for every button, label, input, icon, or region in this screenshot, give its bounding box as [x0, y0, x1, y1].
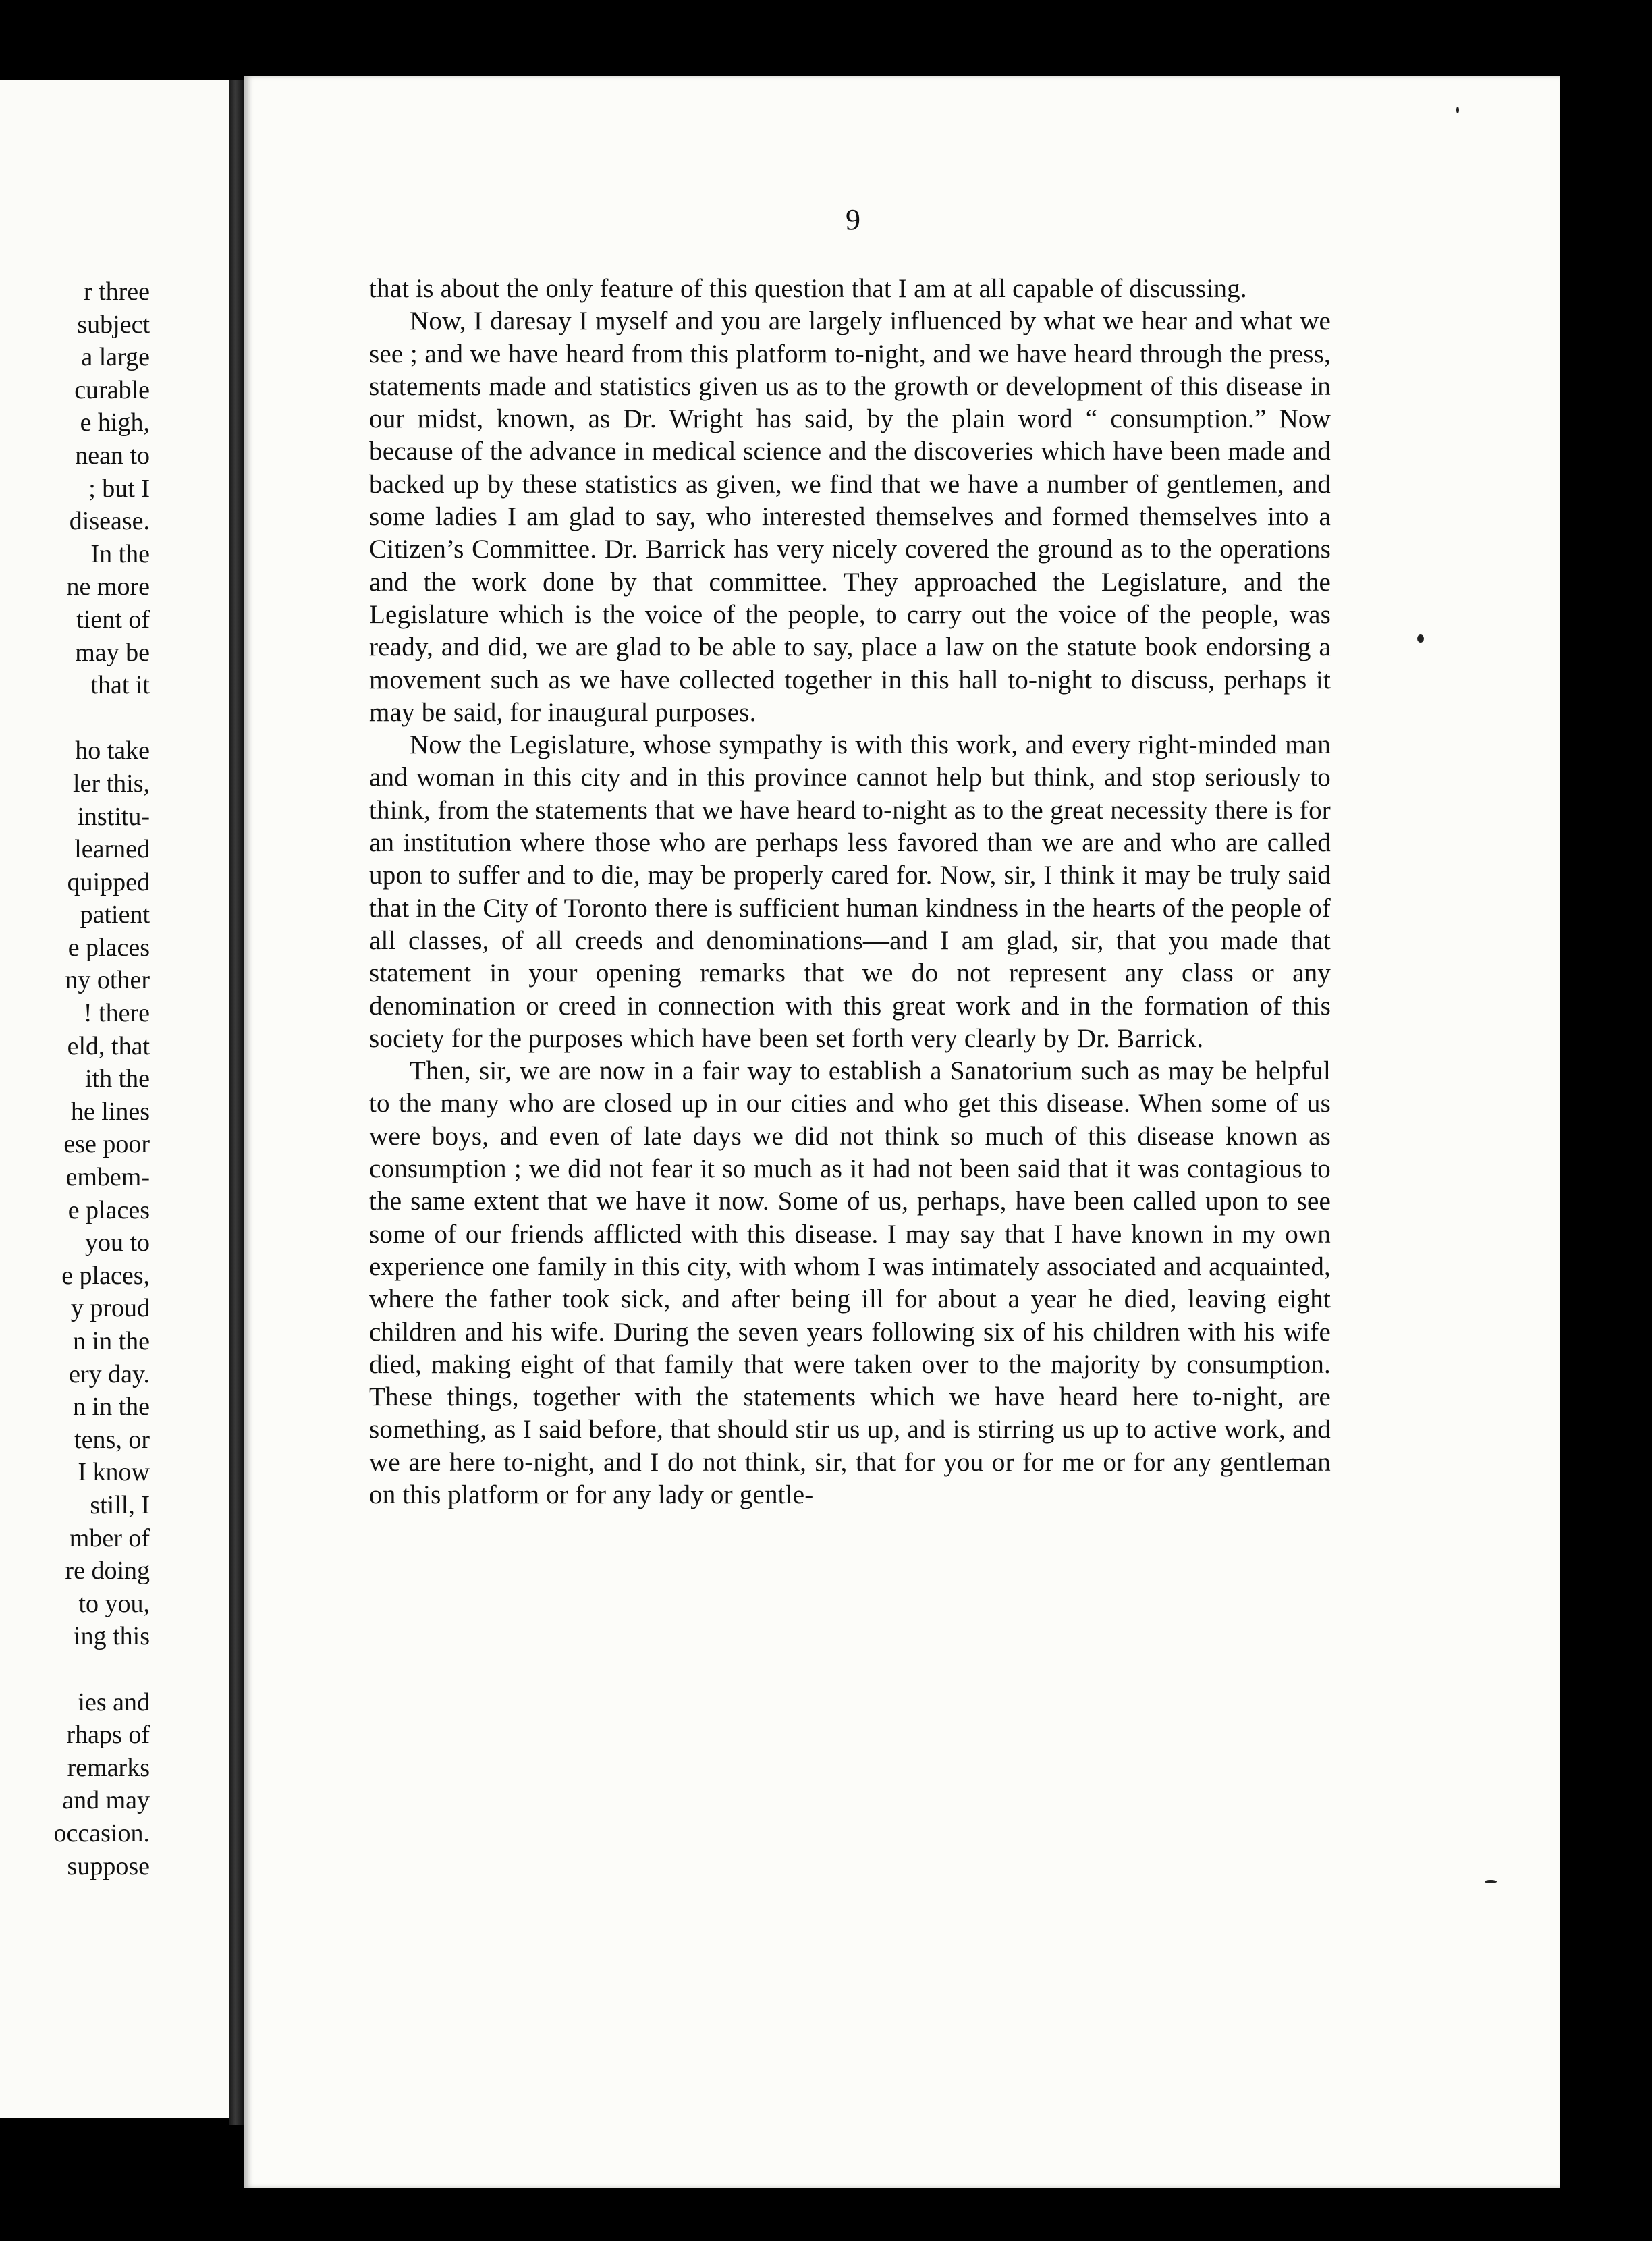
facing-page-line: ese poor — [63, 1130, 150, 1159]
facing-page-line: occasion. — [53, 1818, 150, 1847]
facing-page — [0, 80, 229, 2118]
facing-page-line: quipped — [67, 867, 150, 896]
facing-page-line: n in the — [73, 1393, 150, 1422]
facing-page-line: eld, that — [67, 1031, 150, 1060]
facing-page-line: ing this — [74, 1622, 150, 1651]
facing-page-line: n in the — [73, 1327, 150, 1355]
facing-page-line: ler this, — [73, 769, 150, 798]
facing-page-line — [54, 702, 150, 735]
facing-page-line: you to — [84, 1228, 150, 1258]
facing-page-line: ne more — [66, 572, 150, 601]
paragraph: that is about the only feature of this question that I am at all capable of discussing. — [369, 274, 1247, 303]
facing-page-line: I know — [78, 1458, 150, 1487]
facing-page-line: ny other — [65, 966, 150, 995]
scan-speck — [1417, 634, 1424, 643]
facing-page-line: tient of — [76, 605, 150, 634]
facing-page-line: rhaps of — [66, 1721, 150, 1750]
page-number: 9 — [846, 203, 860, 236]
facing-page-line: to you, — [78, 1589, 150, 1618]
facing-page-line: ; but I — [88, 474, 150, 503]
facing-page-line: a large — [81, 343, 150, 372]
facing-page-line: disease. — [69, 507, 150, 536]
facing-page-line: that it — [90, 671, 150, 700]
facing-page-line: embem- — [65, 1163, 150, 1192]
facing-page-line: tens, or — [74, 1425, 150, 1454]
paragraph: Then, sir, we are now in a fair way to establish a Sanatorium such as may be helpful to the many who are closed up in our cities and who get this disease. When some of us were boys, and even of late days we did not think so much of this disease known as consumption ; we did not fear it so much as it had not been said that it was contagious to the same extent that we have it now. Some of us, perhaps, have been called upon to see some of our friends afflicted with this disease. I may say that I have known in my own experience one family in this city, with whom I was intimately associated and acquainted, where the father took sick, and after being ill for about a year he died, leaving eight children and his wife. During the seven years following six of his children with his wife died, making eight of that family that were taken over to the majority by consumption. These things, together with the statements which we have heard here to-night, are something, as I said before, that should stir us up, and is stirring us up to active work, and we are here to-night, and I do not think, sir, that for you or for me or for any gentleman on this platform or for any lady or gentle- — [369, 1056, 1331, 1509]
facing-page-line: suppose — [67, 1852, 150, 1881]
facing-page-line: ery day. — [69, 1359, 150, 1388]
paragraph: Now the Legislature, whose sympathy is with this work, and every right-minded man and woman in this city and in this province cannot help but think, and stop seriously to think, from the statements that we have heard to-night as to the great necessity there is for an institution where those who are perhaps less favored than we are and who are called upon to suffer and to die, may be properly cared for. Now, sir, I think it may be truly said that in the City of Toronto there is sufficient human kindness in the hearts of the people of all classes, of all creeds and denominations—and I am glad, sir, that you made that statement in your opening remarks that we do not represent any class or any denomination or creed in connection with this great work and in the formation of this society for the purposes which have been set forth very clearly by Dr. Barrick. — [369, 730, 1331, 1053]
paragraph: Now, I daresay I myself and you are largely influenced by what we hear and what we see ; and we have heard from this platform to-night, and we have heard through the press, statements made and statistics given us as to the growth or development of this disease in our midst, known, as Dr. Wright has said, by the plain word “ consumption.” Now because of the advance in medical science and the discoveries which have been made and backed up by these statistics as given, we find that we have a number of gentlemen, and some ladies I am glad to say, who interested themselves and formed themselves into a Citizen’s Committee. Dr. Barrick has very nicely covered the ground as to the operations and the work done by that committee. They approached the Legislature, and the Legislature which is the voice of the people, to carry out the voice of the people, was ready, and did, we are glad to be able to say, place a law on the statute book endorsing a movement such as we have collected together in this hall to-night to discuss, perhaps it may be said, for inaugural purposes. — [369, 306, 1331, 727]
facing-page-line: e places — [67, 933, 150, 962]
facing-page-line: subject — [77, 310, 150, 339]
facing-page-line: learned — [74, 835, 150, 864]
facing-page-line — [54, 1653, 150, 1686]
binding-gutter — [229, 80, 244, 2125]
scan-speck — [1456, 107, 1459, 113]
facing-page-line: In the — [90, 539, 150, 568]
facing-page-line: e high, — [80, 408, 150, 437]
facing-page-line: mber of — [69, 1523, 150, 1552]
facing-page-line: e places, — [61, 1261, 150, 1290]
facing-page-line: ies and — [78, 1688, 150, 1717]
facing-page-line: still, I — [90, 1490, 150, 1519]
facing-page-line: patient — [80, 900, 150, 929]
facing-page-text — [54, 275, 150, 1883]
facing-page-line: he lines — [70, 1097, 150, 1126]
facing-page-line: ho take — [75, 736, 150, 765]
facing-page-line: nean to — [75, 441, 150, 470]
scan-speck — [1485, 1880, 1497, 1883]
facing-page-line: ! there — [83, 999, 150, 1028]
facing-page-line: ith the — [84, 1064, 150, 1094]
facing-page-line: curable — [74, 375, 150, 404]
facing-page-line: institu- — [77, 802, 150, 831]
facing-page-line: re doing — [65, 1557, 150, 1586]
facing-page-line: r three — [83, 277, 150, 306]
page-body-text — [369, 273, 1331, 1511]
facing-page-line: e places — [67, 1195, 150, 1224]
facing-page-line: y proud — [70, 1294, 150, 1323]
facing-page-line: remarks — [67, 1753, 150, 1782]
facing-page-line: and may — [62, 1786, 150, 1815]
facing-page-line: may be — [75, 638, 150, 667]
